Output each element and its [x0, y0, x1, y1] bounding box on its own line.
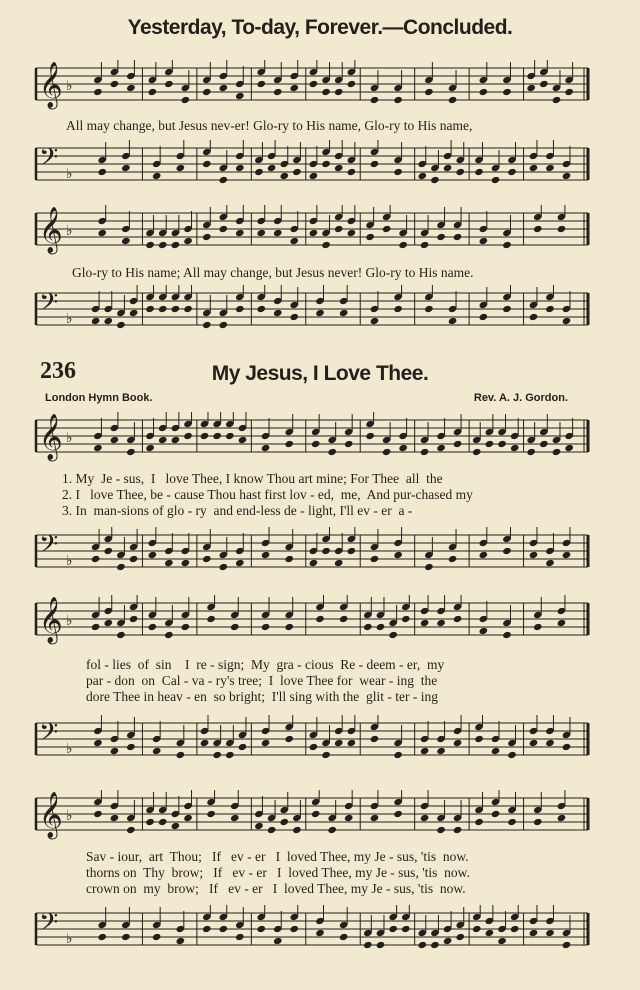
music-staff-treble-1	[0, 60, 640, 115]
music-staff-bass-5	[0, 905, 640, 960]
svg-text:𝄞: 𝄞	[39, 62, 63, 108]
music-staff-treble-2	[0, 205, 640, 260]
music-staff-bass-1	[0, 140, 640, 195]
verse-3-line-2: dore Thee in heav - en so bright; I'll sing with the glit - ter - ing	[86, 689, 438, 704]
svg-text:♭: ♭	[66, 931, 73, 947]
music-staff-bass-3	[0, 527, 640, 582]
hymn-title: My Jesus, I Love Thee.	[211, 362, 429, 385]
music-staff-bass-2	[0, 285, 640, 340]
svg-text:𝄞: 𝄞	[39, 207, 63, 253]
verse-1-line-3: Sav - iour, art Thou; If ev - er I loved Thee, my Je - sus, 'tis now.	[86, 849, 469, 864]
hymn-number: 236	[40, 358, 76, 384]
music-staff-treble-5	[0, 790, 640, 845]
svg-text:♭: ♭	[66, 78, 73, 94]
svg-text:♭: ♭	[66, 166, 73, 182]
tune-source: London Hymn Book.	[45, 392, 153, 404]
svg-text:𝄢: 𝄢	[39, 530, 59, 565]
svg-text:𝄞: 𝄞	[39, 792, 63, 838]
svg-text:♭: ♭	[66, 613, 73, 629]
svg-text:♭: ♭	[66, 741, 73, 757]
svg-text:♭: ♭	[66, 430, 73, 446]
lyric-line-top-2: Glo-ry to His name; All may change, but Jesus never! Glo-ry to His name.	[72, 265, 474, 280]
svg-text:𝄢: 𝄢	[39, 908, 59, 943]
svg-text:𝄢: 𝄢	[39, 718, 59, 753]
verse-2-line-3: thorns on Thy brow; If ev - er I loved Thee, my Je - sus, 'tis now.	[86, 865, 470, 880]
lyric-line-top-1: All may change, but Jesus nev-er! Glo-ry to His name, Glo-ry to His name,	[66, 118, 473, 133]
verse-3-line-1: 3. In man-sions of glo - ry and end-less de - light, I'll ev - er a -	[62, 503, 413, 518]
music-staff-bass-4	[0, 715, 640, 770]
music-staff-treble-3	[0, 412, 640, 467]
svg-text:𝄢: 𝄢	[39, 288, 59, 323]
svg-text:♭: ♭	[66, 553, 73, 569]
svg-text:𝄢: 𝄢	[39, 143, 59, 178]
author-credit: Rev. A. J. Gordon.	[473, 392, 568, 404]
svg-text:𝄞: 𝄞	[39, 414, 63, 460]
svg-text:♭: ♭	[66, 311, 73, 327]
music-staff-treble-4	[0, 595, 640, 650]
svg-text:♭: ♭	[66, 808, 73, 824]
verse-1-line-1: 1. My Je - sus, I love Thee, I know Thou art mine; For Thee all the	[62, 471, 443, 486]
verse-1-line-2: fol - lies of sin I re - sign; My gra - cious Re - deem - er, my	[86, 657, 445, 672]
verse-3-line-3: crown on my brow; If ev - er I loved Thee, my Je - sus, 'tis now.	[86, 881, 466, 896]
continued-hymn-title: Yesterday, To-day, Forever.—Concluded.	[127, 16, 513, 39]
verse-2-line-2: par - don on Cal - va - ry's tree; I love Thee for wear - ing the	[86, 673, 438, 688]
svg-text:♭: ♭	[66, 223, 73, 239]
svg-text:𝄞: 𝄞	[39, 597, 63, 643]
verse-2-line-1: 2. I love Thee, be - cause Thou hast first lov - ed, me, And pur-chased my	[62, 487, 473, 502]
